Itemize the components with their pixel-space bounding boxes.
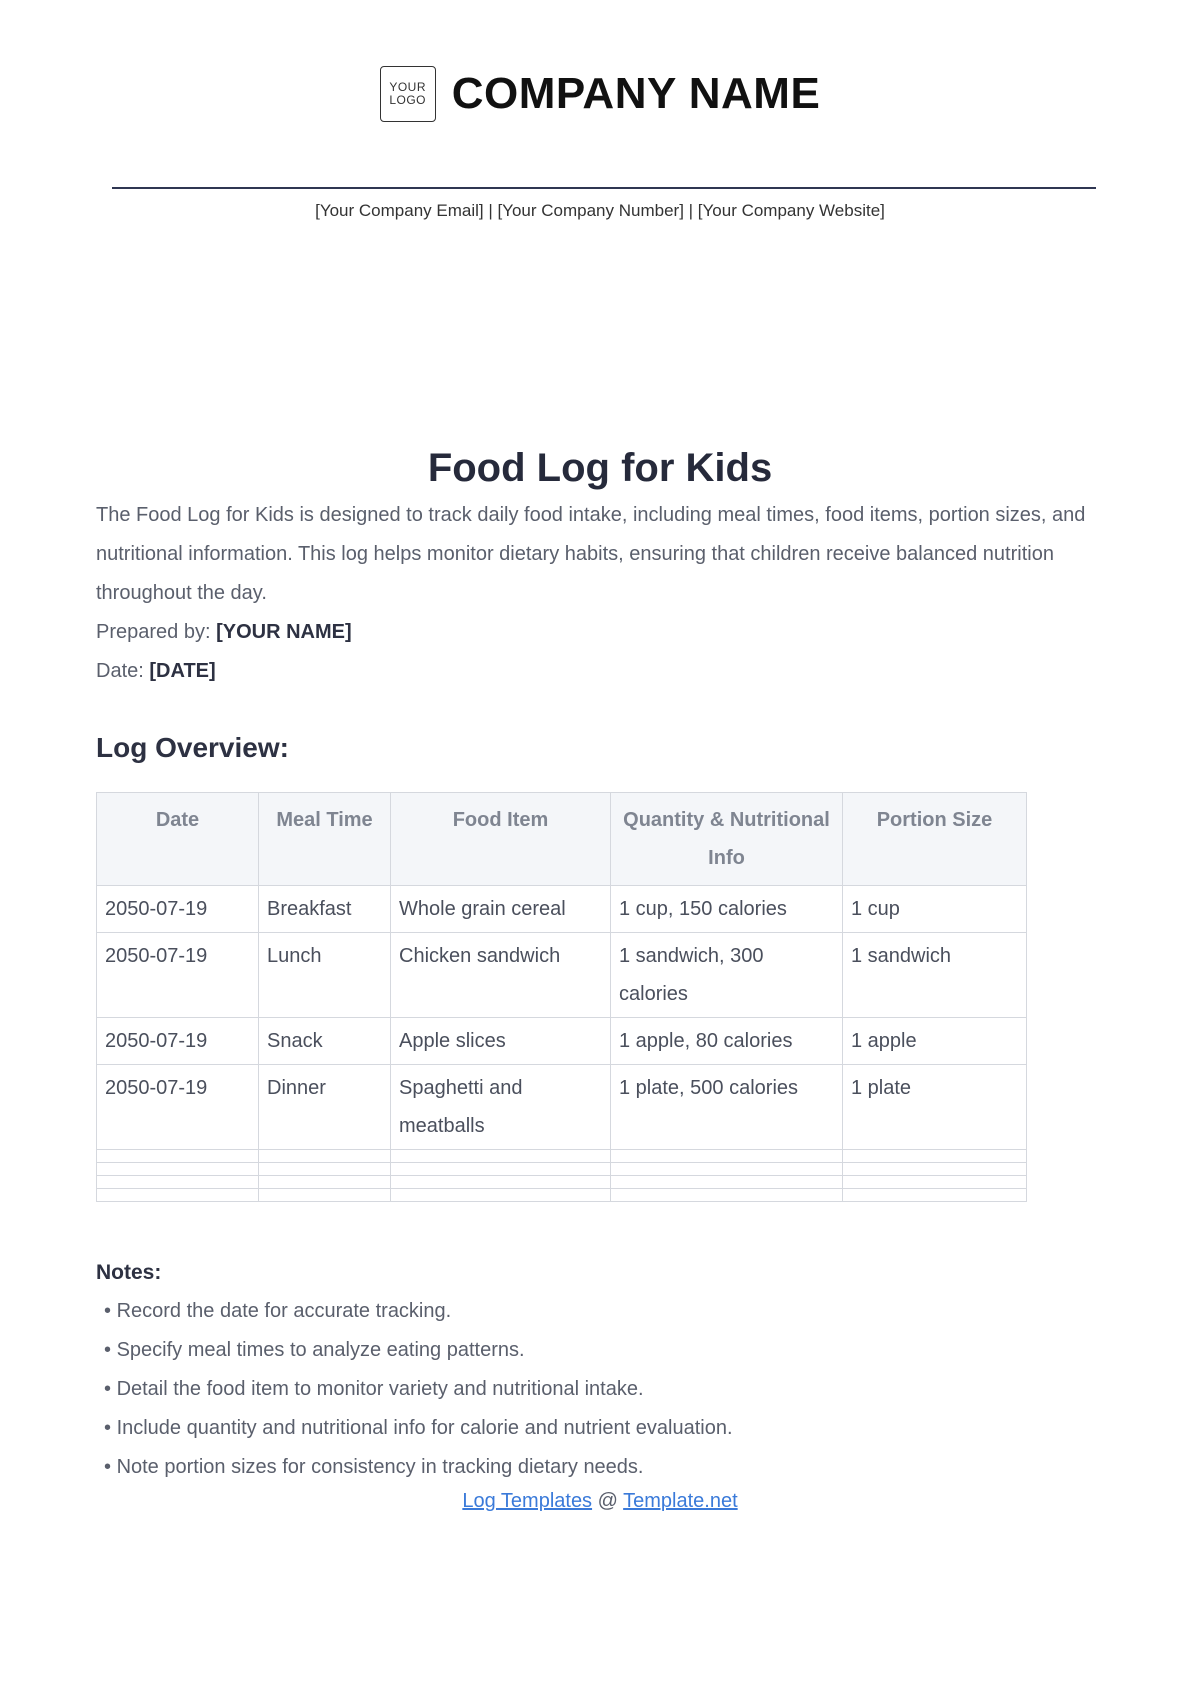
empty-cell	[843, 1150, 1027, 1163]
list-item: • Include quantity and nutritional info for calorie and nutrient evaluation.	[96, 1409, 733, 1448]
table-row	[97, 1018, 1027, 1065]
empty-cell	[97, 1189, 259, 1202]
cell-date: 2050-07-19	[97, 1018, 259, 1065]
date-line	[96, 660, 216, 683]
cell-quantity: 1 apple, 80 calories	[611, 1018, 843, 1065]
cell-portion-size: 1 plate	[843, 1065, 1027, 1150]
empty-cell	[611, 1189, 843, 1202]
cell-portion-size: 1 cup	[843, 886, 1027, 933]
cell-food-item: Whole grain cereal	[391, 886, 611, 933]
list-item: • Specify meal times to analyze eating patterns.	[96, 1331, 733, 1370]
column-header-date: Date	[97, 793, 259, 886]
logo-line-2: LOGO	[389, 93, 427, 107]
empty-cell	[259, 1176, 391, 1189]
empty-cell	[391, 1163, 611, 1176]
column-header-food-item: Food Item	[391, 793, 611, 886]
empty-table-row	[97, 1176, 1027, 1189]
log-overview-heading: Log Overview:	[96, 732, 289, 763]
table-row	[97, 1065, 1027, 1150]
list-item: • Note portion sizes for consistency in tracking dietary needs.	[96, 1448, 733, 1487]
page-footer	[0, 1490, 1200, 1513]
logo-line-1: YOUR	[389, 80, 427, 94]
header-divider	[112, 187, 1096, 189]
empty-table-row	[97, 1189, 1027, 1202]
empty-cell	[843, 1163, 1027, 1176]
empty-cell	[97, 1163, 259, 1176]
column-header-portion-size: Portion Size	[843, 793, 1027, 886]
logo-placeholder	[380, 66, 436, 122]
empty-table-row	[97, 1163, 1027, 1176]
empty-cell	[611, 1163, 843, 1176]
table-header-row	[97, 793, 1027, 886]
prepared-by-label: Prepared by:	[96, 621, 211, 643]
food-log-table	[96, 792, 1027, 1202]
page-header	[0, 66, 1200, 122]
cell-meal-time: Dinner	[259, 1065, 391, 1150]
list-item: • Record the date for accurate tracking.	[96, 1292, 733, 1331]
empty-table-row	[97, 1150, 1027, 1163]
cell-meal-time: Lunch	[259, 933, 391, 1018]
cell-quantity: 1 cup, 150 calories	[611, 886, 843, 933]
prepared-by-line	[96, 621, 352, 644]
notes-heading: Notes:	[96, 1261, 162, 1284]
notes-list	[96, 1292, 733, 1487]
date-value: [DATE]	[149, 660, 216, 682]
empty-cell	[97, 1176, 259, 1189]
cell-food-item: Apple slices	[391, 1018, 611, 1065]
empty-cell	[391, 1189, 611, 1202]
log-templates-link[interactable]: Log Templates	[462, 1490, 593, 1512]
empty-cell	[611, 1150, 843, 1163]
empty-cell	[391, 1176, 611, 1189]
cell-date: 2050-07-19	[97, 933, 259, 1018]
cell-quantity: 1 sandwich, 300 calories	[611, 933, 843, 1018]
empty-cell	[843, 1176, 1027, 1189]
list-item: • Detail the food item to monitor variety and nutritional intake.	[96, 1370, 733, 1409]
document-title: Food Log for Kids	[427, 446, 773, 490]
cell-food-item: Spaghetti and meatballs	[391, 1065, 611, 1150]
cell-date: 2050-07-19	[97, 1065, 259, 1150]
cell-quantity: 1 plate, 500 calories	[611, 1065, 843, 1150]
column-header-quantity: Quantity & Nutritional Info	[611, 793, 843, 886]
empty-cell	[259, 1150, 391, 1163]
empty-cell	[391, 1150, 611, 1163]
template-net-link[interactable]: Template.net	[623, 1490, 738, 1512]
company-contact-line: [Your Company Email] | [Your Company Number] | [Your Company Website]	[315, 201, 885, 220]
company-name: COMPANY NAME	[451, 69, 821, 118]
empty-cell	[97, 1150, 259, 1163]
prepared-by-value: [YOUR NAME]	[216, 621, 352, 643]
cell-meal-time: Breakfast	[259, 886, 391, 933]
column-header-meal-time: Meal Time	[259, 793, 391, 886]
footer-separator: @	[597, 1490, 618, 1512]
intro-paragraph: The Food Log for Kids is designed to track daily food intake, including meal times, food items, portion sizes, and nutritional information. This log helps monitor dietary habits, ensuring that children receive balanced nutrition throughout the day.	[96, 504, 1086, 604]
empty-cell	[259, 1189, 391, 1202]
cell-food-item: Chicken sandwich	[391, 933, 611, 1018]
cell-portion-size: 1 sandwich	[843, 933, 1027, 1018]
empty-cell	[259, 1163, 391, 1176]
cell-meal-time: Snack	[259, 1018, 391, 1065]
table-row	[97, 933, 1027, 1018]
table-row	[97, 886, 1027, 933]
empty-cell	[611, 1176, 843, 1189]
empty-cell	[843, 1189, 1027, 1202]
cell-portion-size: 1 apple	[843, 1018, 1027, 1065]
cell-date: 2050-07-19	[97, 886, 259, 933]
date-label: Date:	[96, 660, 144, 682]
